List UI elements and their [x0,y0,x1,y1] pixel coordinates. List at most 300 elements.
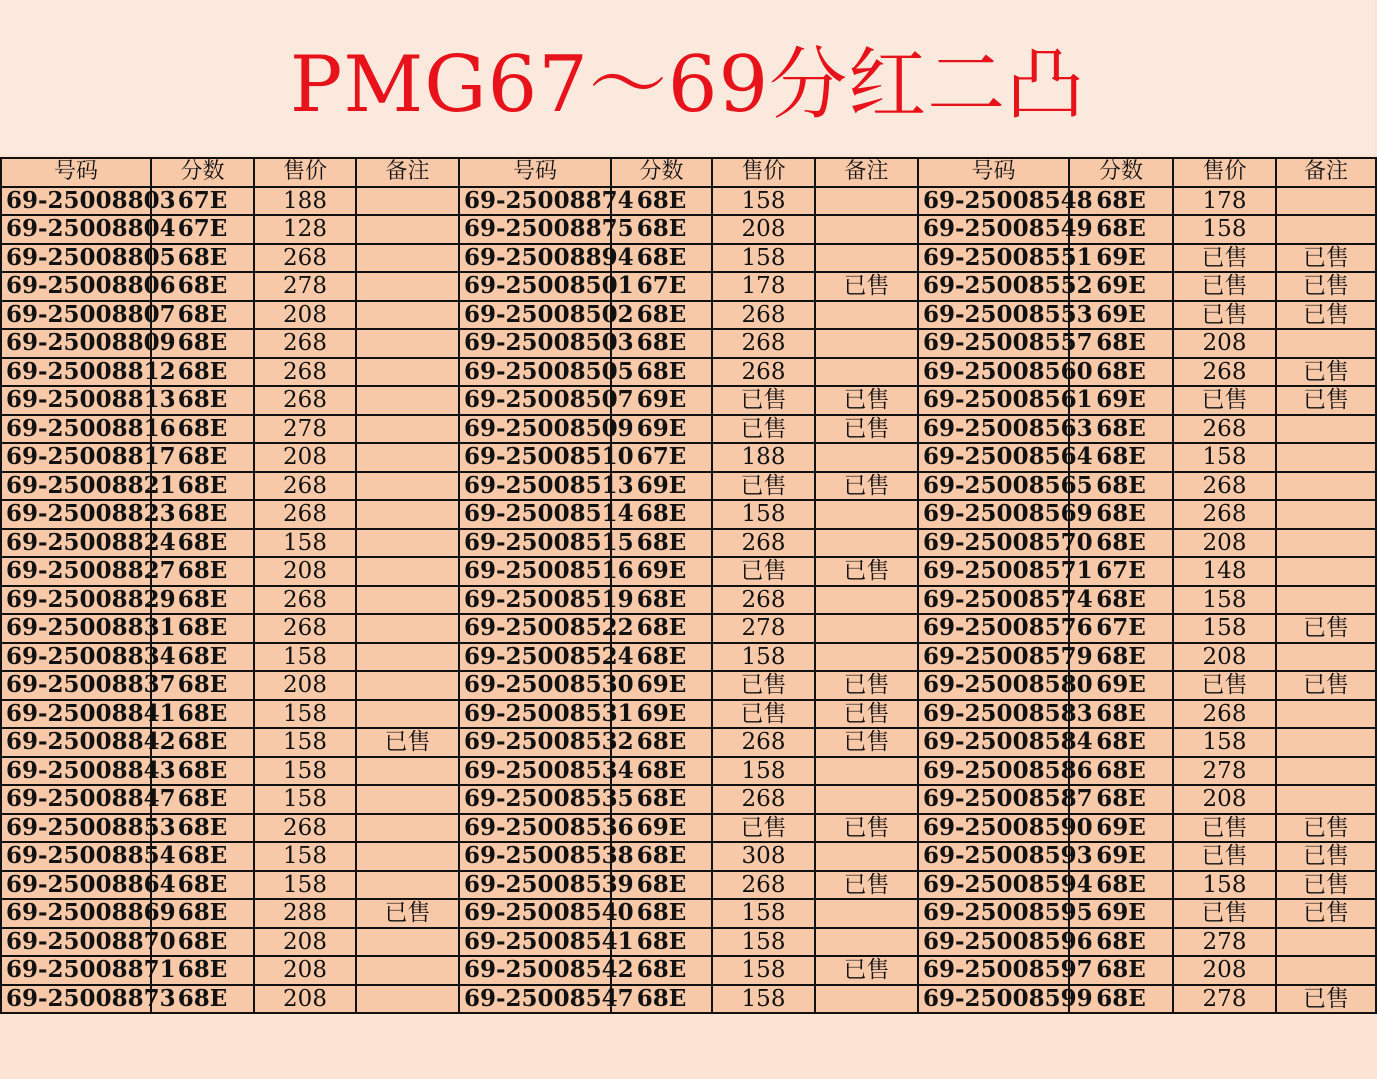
table-row [1,358,1376,387]
note-cell [1276,215,1376,244]
header-score: 分数 [151,158,254,187]
number-cell: 69-25008552 [918,272,1069,301]
note-cell: 已售 [815,700,918,729]
note-cell [356,956,459,985]
note-cell [356,500,459,529]
score-cell: 69E [611,415,712,444]
score-cell: 68E [151,443,254,472]
number-cell: 69-25008837 [1,671,151,700]
score-cell: 69E [611,700,712,729]
header-price: 售价 [1173,158,1276,187]
score-cell: 68E [151,899,254,928]
page-title: PMG67～69分红二凸 [289,39,1086,130]
price-cell: 158 [712,956,815,985]
number-cell: 69-25008561 [918,386,1069,415]
price-cell: 278 [1173,928,1276,957]
note-cell [815,329,918,358]
table-row [1,329,1376,358]
score-cell: 68E [611,899,712,928]
score-cell: 68E [611,358,712,387]
score-cell: 68E [151,928,254,957]
price-cell: 已售 [1173,386,1276,415]
note-cell [1276,443,1376,472]
price-cell: 268 [712,301,815,330]
score-cell: 68E [611,842,712,871]
price-cell: 268 [1173,472,1276,501]
note-cell: 已售 [1276,899,1376,928]
price-cell: 268 [254,329,356,358]
note-cell [356,272,459,301]
note-cell: 已售 [815,386,918,415]
price-cell: 208 [1173,529,1276,558]
score-cell: 68E [1069,728,1173,757]
number-cell: 69-25008513 [459,472,611,501]
score-cell: 68E [151,728,254,757]
table-row [1,871,1376,900]
note-cell [1276,785,1376,814]
note-cell [356,215,459,244]
number-cell: 69-25008514 [459,500,611,529]
note-cell [1276,557,1376,586]
score-cell: 68E [611,586,712,615]
score-cell: 69E [1069,386,1173,415]
number-cell: 69-25008536 [459,814,611,843]
note-cell [356,700,459,729]
header-score: 分数 [1069,158,1173,187]
note-cell [1276,187,1376,216]
score-cell: 68E [1069,215,1173,244]
score-cell: 68E [151,529,254,558]
number-cell: 69-25008874 [459,187,611,216]
number-cell: 69-25008509 [459,415,611,444]
score-cell: 68E [151,814,254,843]
price-cell: 268 [1173,700,1276,729]
note-cell [1276,700,1376,729]
price-cell: 278 [254,272,356,301]
note-cell [356,643,459,672]
note-cell: 已售 [1276,358,1376,387]
note-cell: 已售 [1276,842,1376,871]
score-cell: 68E [1069,700,1173,729]
note-cell [356,187,459,216]
note-cell [356,329,459,358]
table-row [1,443,1376,472]
score-cell: 68E [611,928,712,957]
price-cell: 已售 [712,814,815,843]
number-cell: 69-25008579 [918,643,1069,672]
price-cell: 148 [1173,557,1276,586]
header-score: 分数 [611,158,712,187]
score-cell: 68E [1069,871,1173,900]
price-cell: 已售 [1173,899,1276,928]
number-cell: 69-25008586 [918,757,1069,786]
note-cell [356,358,459,387]
score-cell: 68E [151,244,254,273]
price-cell: 158 [712,899,815,928]
note-cell [1276,928,1376,957]
score-cell: 68E [1069,586,1173,615]
number-cell: 69-25008870 [1,928,151,957]
number-cell: 69-25008864 [1,871,151,900]
number-cell: 69-25008590 [918,814,1069,843]
score-cell: 68E [1069,757,1173,786]
score-cell: 67E [611,443,712,472]
number-cell: 69-25008570 [918,529,1069,558]
note-cell [1276,500,1376,529]
number-cell: 69-25008595 [918,899,1069,928]
note-cell [815,785,918,814]
table-row [1,814,1376,843]
note-cell [1276,728,1376,757]
score-cell: 68E [151,386,254,415]
score-cell: 68E [611,985,712,1014]
score-cell: 68E [611,529,712,558]
score-cell: 69E [611,814,712,843]
number-cell: 69-25008807 [1,301,151,330]
note-cell [1276,956,1376,985]
number-cell: 69-25008816 [1,415,151,444]
price-cell: 278 [254,415,356,444]
note-cell: 已售 [356,728,459,757]
price-cell: 158 [1173,215,1276,244]
score-cell: 68E [151,557,254,586]
score-cell: 68E [611,643,712,672]
table-row [1,842,1376,871]
note-cell: 已售 [1276,871,1376,900]
number-cell: 69-25008842 [1,728,151,757]
price-cell: 158 [712,244,815,273]
number-cell: 69-25008871 [1,956,151,985]
number-cell: 69-25008530 [459,671,611,700]
price-cell: 268 [254,358,356,387]
price-cell: 已售 [712,671,815,700]
price-cell: 268 [254,614,356,643]
price-cell: 158 [712,643,815,672]
score-cell: 69E [1069,301,1173,330]
header-note: 备注 [815,158,918,187]
table-row [1,586,1376,615]
number-cell: 69-25008565 [918,472,1069,501]
note-cell [1276,757,1376,786]
number-cell: 69-25008823 [1,500,151,529]
score-cell: 68E [1069,329,1173,358]
note-cell: 已售 [815,814,918,843]
number-cell: 69-25008538 [459,842,611,871]
price-cell: 158 [254,643,356,672]
score-cell: 68E [1069,956,1173,985]
number-cell: 69-25008812 [1,358,151,387]
note-cell [356,244,459,273]
note-cell [356,443,459,472]
number-cell: 69-25008540 [459,899,611,928]
number-cell: 69-25008806 [1,272,151,301]
table-row [1,928,1376,957]
note-cell [1276,415,1376,444]
note-cell [815,358,918,387]
note-cell [815,985,918,1014]
price-cell: 208 [254,557,356,586]
score-cell: 68E [151,272,254,301]
table-row [1,985,1376,1014]
note-cell: 已售 [1276,301,1376,330]
price-cell: 208 [254,671,356,700]
score-cell: 68E [151,985,254,1014]
score-cell: 68E [611,244,712,273]
price-cell: 278 [712,614,815,643]
score-cell: 68E [151,842,254,871]
score-cell: 68E [1069,643,1173,672]
price-cell: 208 [1173,956,1276,985]
score-cell: 68E [151,301,254,330]
note-cell [356,985,459,1014]
note-cell [356,842,459,871]
number-cell: 69-25008873 [1,985,151,1014]
price-cell: 178 [712,272,815,301]
score-cell: 68E [151,671,254,700]
price-cell: 268 [254,244,356,273]
table-row [1,671,1376,700]
price-cell: 288 [254,899,356,928]
score-cell: 68E [1069,443,1173,472]
price-cell: 208 [254,928,356,957]
header-number: 号码 [459,158,611,187]
note-cell [356,757,459,786]
header-number: 号码 [1,158,151,187]
price-cell: 158 [254,785,356,814]
price-cell: 158 [1173,614,1276,643]
price-cell: 158 [254,728,356,757]
price-cell: 188 [712,443,815,472]
score-cell: 68E [151,358,254,387]
note-cell [815,899,918,928]
price-cell: 已售 [712,415,815,444]
price-cell: 已售 [1173,272,1276,301]
note-cell [815,586,918,615]
table-row [1,614,1376,643]
score-cell: 68E [1069,358,1173,387]
note-cell [356,529,459,558]
score-cell: 68E [611,956,712,985]
price-cell: 158 [1173,871,1276,900]
header-row [1,158,1376,187]
table-row [1,956,1376,985]
score-cell: 69E [1069,244,1173,273]
table-row [1,785,1376,814]
number-cell: 69-25008539 [459,871,611,900]
price-cell: 268 [712,586,815,615]
price-cell: 268 [712,329,815,358]
price-cell: 268 [254,472,356,501]
table-row [1,700,1376,729]
score-cell: 68E [1069,472,1173,501]
table-row [1,728,1376,757]
price-cell: 268 [254,586,356,615]
number-cell: 69-25008580 [918,671,1069,700]
table-row [1,244,1376,273]
score-cell: 68E [151,956,254,985]
price-cell: 158 [254,700,356,729]
price-cell: 268 [254,500,356,529]
note-cell: 已售 [815,956,918,985]
note-cell: 已售 [815,472,918,501]
number-cell: 69-25008502 [459,301,611,330]
number-cell: 69-25008847 [1,785,151,814]
number-cell: 69-25008597 [918,956,1069,985]
number-cell: 69-25008569 [918,500,1069,529]
header-price: 售价 [254,158,356,187]
note-cell [356,785,459,814]
header-note: 备注 [356,158,459,187]
note-cell [356,586,459,615]
number-cell: 69-25008576 [918,614,1069,643]
price-cell: 268 [254,814,356,843]
price-cell: 268 [712,529,815,558]
score-cell: 68E [1069,500,1173,529]
score-cell: 68E [151,586,254,615]
price-cell: 208 [1173,329,1276,358]
note-cell [815,500,918,529]
price-cell: 208 [1173,785,1276,814]
table-row [1,215,1376,244]
score-cell: 67E [151,215,254,244]
number-cell: 69-25008557 [918,329,1069,358]
note-cell: 已售 [1276,244,1376,273]
price-cell: 158 [712,757,815,786]
number-cell: 69-25008804 [1,215,151,244]
number-cell: 69-25008596 [918,928,1069,957]
note-cell: 已售 [1276,614,1376,643]
number-cell: 69-25008809 [1,329,151,358]
note-cell [815,842,918,871]
note-cell: 已售 [1276,671,1376,700]
price-cell: 158 [712,985,815,1014]
number-cell: 69-25008817 [1,443,151,472]
price-cell: 已售 [1173,814,1276,843]
price-cell: 268 [712,871,815,900]
price-cell: 208 [712,215,815,244]
score-cell: 68E [151,500,254,529]
note-cell: 已售 [815,272,918,301]
score-cell: 68E [611,871,712,900]
note-cell [815,928,918,957]
table-row [1,757,1376,786]
number-cell: 69-25008560 [918,358,1069,387]
number-cell: 69-25008534 [459,757,611,786]
number-cell: 69-25008503 [459,329,611,358]
score-cell: 67E [151,187,254,216]
price-table [0,157,1377,1014]
score-cell: 67E [1069,557,1173,586]
number-cell: 69-25008551 [918,244,1069,273]
price-cell: 已售 [712,386,815,415]
price-cell: 268 [1173,358,1276,387]
note-cell: 已售 [1276,985,1376,1014]
score-cell: 68E [151,415,254,444]
table-row [1,386,1376,415]
price-cell: 278 [1173,757,1276,786]
note-cell [356,814,459,843]
number-cell: 69-25008831 [1,614,151,643]
score-cell: 68E [611,728,712,757]
note-cell [815,187,918,216]
table-row [1,272,1376,301]
price-cell: 已售 [1173,244,1276,273]
note-cell [815,244,918,273]
price-cell: 158 [1173,728,1276,757]
note-cell [815,643,918,672]
score-cell: 68E [611,301,712,330]
price-cell: 158 [1173,443,1276,472]
number-cell: 69-25008510 [459,443,611,472]
note-cell: 已售 [815,728,918,757]
number-cell: 69-25008524 [459,643,611,672]
number-cell: 69-25008515 [459,529,611,558]
number-cell: 69-25008501 [459,272,611,301]
number-cell: 69-25008535 [459,785,611,814]
price-cell: 278 [1173,985,1276,1014]
note-cell [1276,472,1376,501]
number-cell: 69-25008599 [918,985,1069,1014]
number-cell: 69-25008571 [918,557,1069,586]
number-cell: 69-25008841 [1,700,151,729]
table-row [1,529,1376,558]
number-cell: 69-25008854 [1,842,151,871]
number-cell: 69-25008594 [918,871,1069,900]
number-cell: 69-25008549 [918,215,1069,244]
note-cell: 已售 [815,871,918,900]
number-cell: 69-25008548 [918,187,1069,216]
price-cell: 158 [1173,586,1276,615]
score-cell: 68E [1069,187,1173,216]
price-cell: 158 [254,529,356,558]
note-cell [356,928,459,957]
price-cell: 268 [1173,500,1276,529]
number-cell: 69-25008563 [918,415,1069,444]
header-note: 备注 [1276,158,1376,187]
price-cell: 208 [1173,643,1276,672]
score-cell: 68E [611,785,712,814]
price-cell: 208 [254,956,356,985]
score-cell: 69E [1069,842,1173,871]
score-cell: 68E [1069,415,1173,444]
price-cell: 188 [254,187,356,216]
table-row [1,500,1376,529]
price-cell: 已售 [712,472,815,501]
score-cell: 69E [1069,272,1173,301]
price-cell: 已售 [712,700,815,729]
note-cell: 已售 [815,415,918,444]
note-cell [815,614,918,643]
number-cell: 69-25008869 [1,899,151,928]
price-cell: 已售 [1173,301,1276,330]
table-row [1,643,1376,672]
number-cell: 69-25008803 [1,187,151,216]
note-cell [356,386,459,415]
number-cell: 69-25008541 [459,928,611,957]
title-banner [0,0,1375,155]
price-cell: 268 [712,358,815,387]
note-cell: 已售 [1276,386,1376,415]
note-cell [815,443,918,472]
score-cell: 69E [1069,899,1173,928]
number-cell: 69-25008542 [459,956,611,985]
number-cell: 69-25008843 [1,757,151,786]
score-cell: 69E [1069,671,1173,700]
price-cell: 158 [254,842,356,871]
note-cell [815,529,918,558]
number-cell: 69-25008516 [459,557,611,586]
note-cell: 已售 [815,557,918,586]
